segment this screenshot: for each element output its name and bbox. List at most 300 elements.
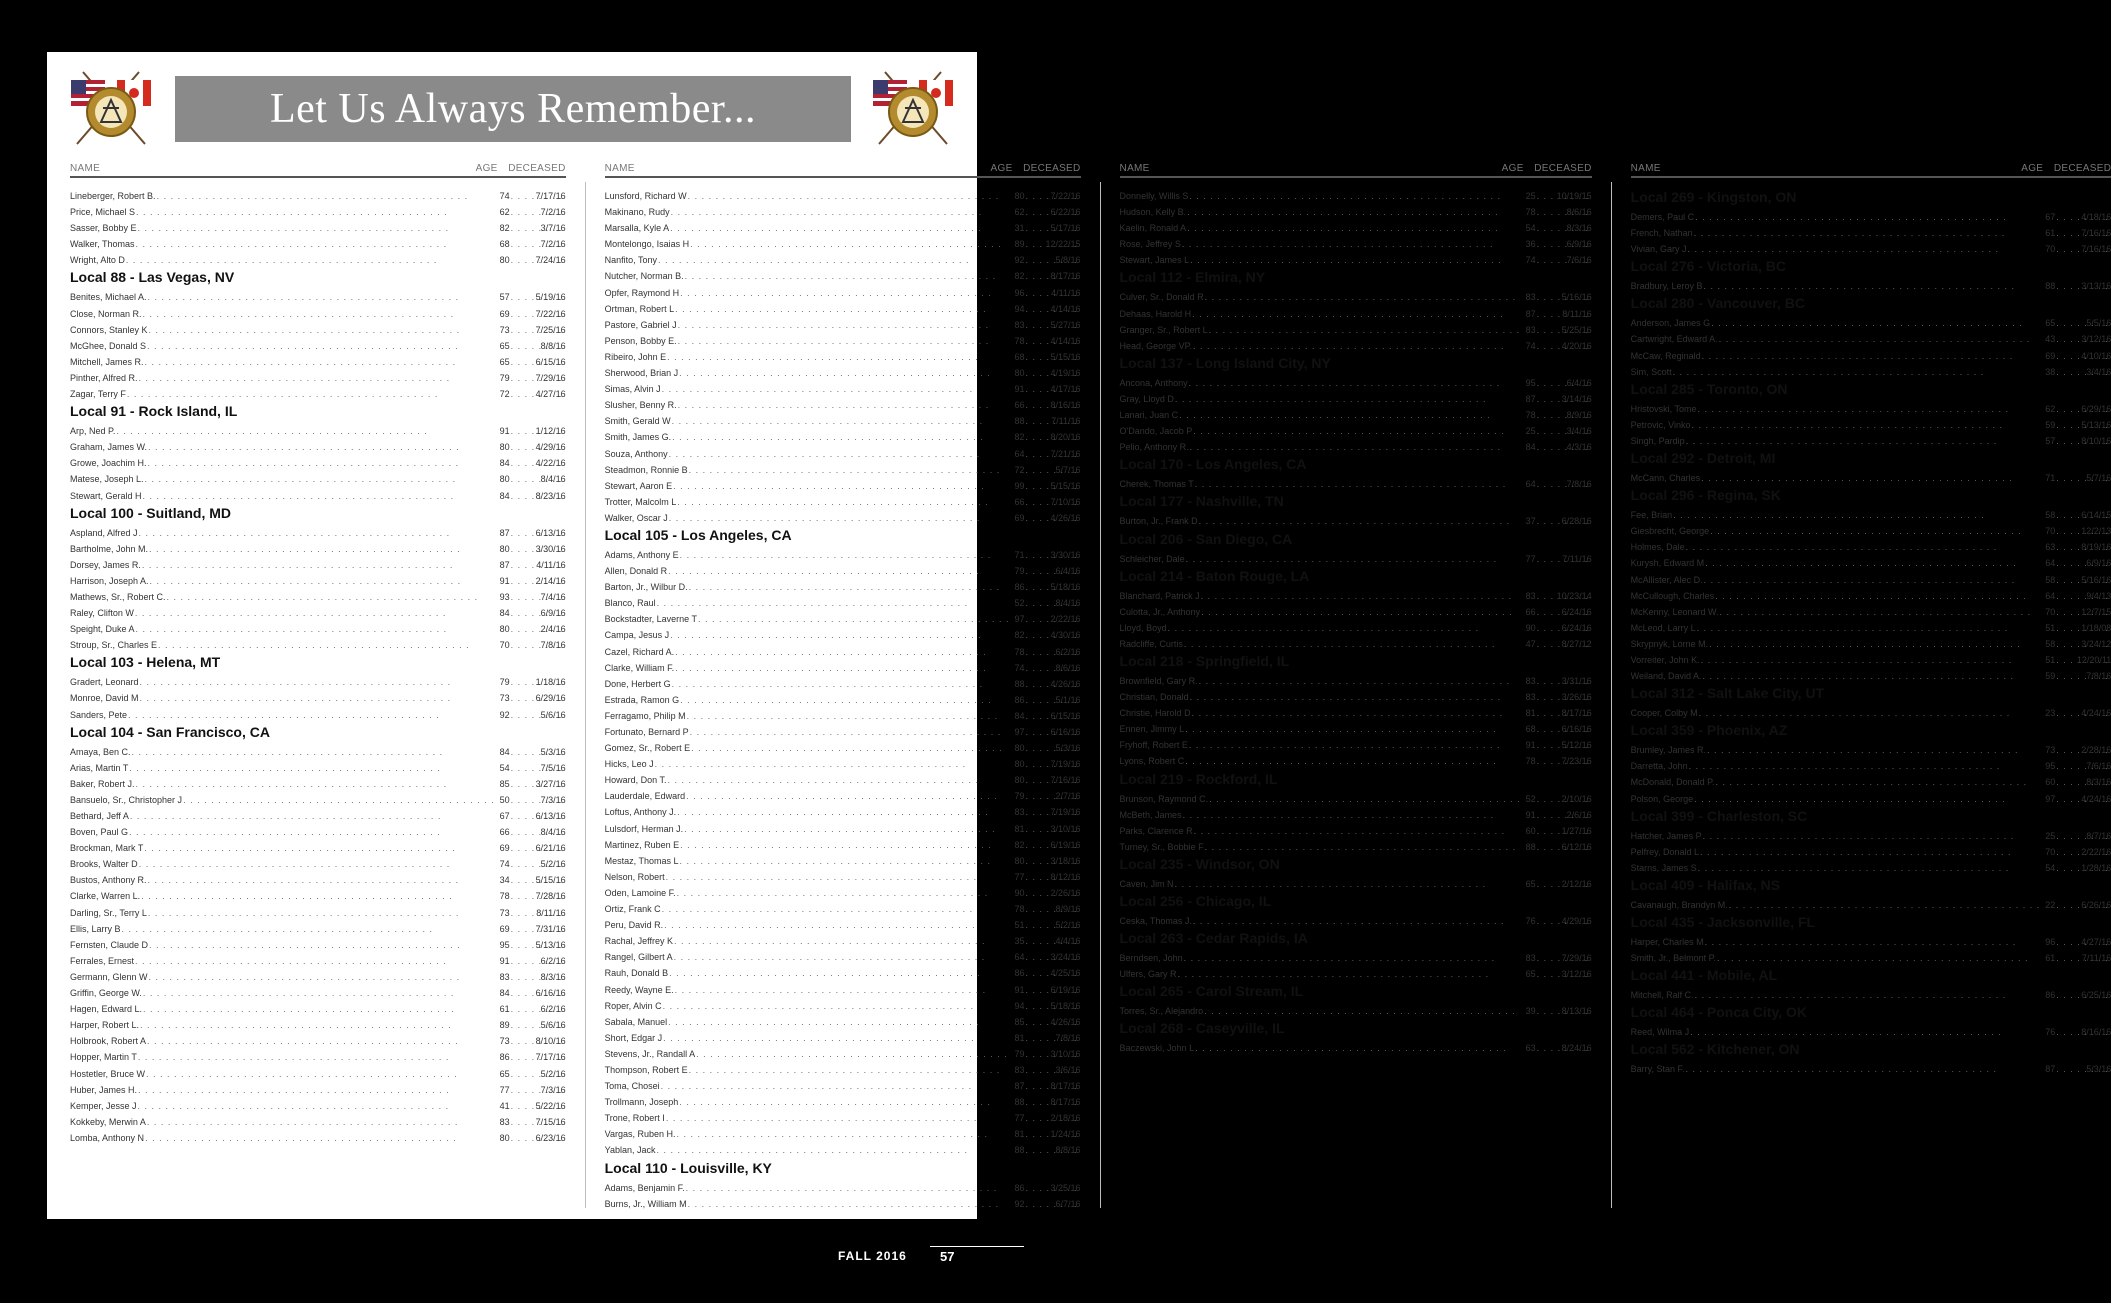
entry-name: Loftus, Anthony J. [604,807,677,818]
memorial-entry [1120,188,1592,204]
entry-deceased: 6/13/16 [535,527,566,538]
entry-age: 81 [1014,1032,1025,1043]
dot-leader [1537,220,1553,236]
dot-leader [1537,636,1553,652]
dot-leader [2056,1061,2072,1077]
entry-name: Donnelly, Willis S [1119,191,1189,201]
entry-deceased: 8/17/16 [1050,271,1081,282]
entry-name: Demers, Paul C [1630,212,1695,222]
entry-name: Marsalla, Kyle A [604,223,670,234]
entry-name: Estrada, Ramon G [604,694,680,705]
entry-name: Arias, Martin T [70,762,129,773]
dot-leader [1026,1062,1042,1078]
entry-deceased: 7/3/16 [540,1084,566,1095]
entry-age: 74 [1014,662,1025,673]
dot-leader [1190,689,1521,705]
dot-leader [2056,950,2072,966]
memorial-entry [605,933,1081,949]
entry-name: Stewart, Aaron E [604,480,673,491]
entry-deceased: 3/18/16 [1050,855,1081,866]
entry-age: 83 [1014,319,1025,330]
dot-leader [1717,950,2040,966]
entry-deceased: 6/9/16 [540,608,566,619]
dot-leader [511,808,527,824]
entry-age: 66 [1014,400,1025,411]
memorial-entry [70,488,566,504]
memorial-entry [1120,636,1592,652]
memorial-entry [1631,934,2111,950]
entry-age: 86 [1014,968,1025,979]
dot-leader [2056,278,2072,294]
dot-leader [511,220,527,236]
entry-name: Toma, Chosei [604,1081,660,1092]
entry-age: 80 [1014,759,1025,770]
dot-leader [1185,753,1520,769]
local-title: Local 103 - Helena, MT [70,654,221,671]
entry-deceased: 12/22/15 [1045,239,1081,250]
local-title: Local 170 - Los Angeles, CA [1119,456,1307,473]
dot-leader [1537,423,1553,439]
dot-leader [673,478,1009,494]
local-title: Local 292 - Detroit, MI [1630,450,1776,467]
dot-leader [2056,636,2072,652]
memorial-entry [70,370,566,386]
entry-deceased: 4/22/16 [535,458,566,469]
memorial-entry [605,660,1081,676]
entry-deceased: 5/18/16 [1050,582,1081,593]
header-deceased: DECEASED [1534,162,1592,174]
entry-age: 87 [1525,308,1536,319]
entry-age: 60 [2045,777,2056,788]
entry-deceased: 5/2/16 [540,1068,566,1079]
dot-leader [1026,611,1042,627]
entry-deceased: 1/27/16 [1561,825,1592,836]
dot-leader [1175,876,1521,892]
column-header [1120,160,1592,178]
header-name: NAME [1119,162,1150,174]
memorial-entry [70,423,566,439]
dot-leader [143,306,495,322]
entry-deceased: 3/27/16 [535,778,566,789]
dot-leader [128,707,495,723]
entry-deceased: 3/24/12 [2081,638,2111,649]
header-name: NAME [604,162,635,174]
memorial-entry [1631,209,2111,225]
dot-leader [1026,413,1042,429]
entry-name: Torres, Sr., Alejandro [1119,1006,1204,1017]
memorial-entry [605,676,1081,692]
memorial-entry [605,365,1081,381]
entry-deceased: 5/2/16 [540,859,566,870]
entry-deceased: 7/6/16 [1566,255,1592,266]
memorial-entry [605,692,1081,708]
local-section [1120,188,1592,268]
entry-deceased: 12/2/13 [2081,526,2111,537]
entry-deceased: 2/22/16 [2081,846,2111,857]
dot-leader [2056,417,2072,433]
entry-name: Vorreiter, John K. [1630,654,1700,665]
entry-age: 60 [1525,825,1536,836]
dot-leader [1026,478,1042,494]
dot-leader [511,1049,527,1065]
entry-deceased: 5/6/16 [540,709,566,720]
entry-deceased: 12/7/15 [2081,606,2111,617]
entry-deceased: 3/6/16 [1055,1064,1081,1075]
memorial-entry [70,637,566,653]
entry-name: Skrypnyk, Lorne M. [1630,638,1709,649]
dot-leader [680,692,1009,708]
dot-leader [675,660,1009,676]
entry-age: 80 [1014,855,1025,866]
entry-name: Graham, James W. [70,442,148,453]
entry-deceased: 9/4/13 [2086,590,2111,601]
dot-leader [1026,821,1042,837]
dot-leader [1026,510,1042,526]
dot-leader [511,707,527,723]
memorial-entry [70,289,566,305]
entry-deceased: 7/24/16 [535,255,566,266]
memorial-entry [605,462,1081,478]
local-title: Local 399 - Charleston, SC [1630,807,1808,824]
dot-leader [1537,721,1553,737]
entry-age: 83 [1525,675,1536,686]
dot-leader [1537,913,1553,929]
entry-age: 84 [499,458,510,469]
entry-deceased: 6/19/16 [1050,984,1081,995]
dot-leader [1537,876,1553,892]
local-section [1631,486,2111,684]
entry-age: 99 [1014,480,1025,491]
entry-age: 95 [1525,377,1536,388]
dot-leader [669,510,1010,526]
dot-leader [143,488,495,504]
entry-age: 74 [1525,255,1536,266]
dot-leader [677,494,1009,510]
memorial-entry [605,429,1081,445]
dot-leader [1175,391,1521,407]
header-name: NAME [70,162,101,174]
memorial-entry [1120,252,1592,268]
dot-leader [1537,689,1553,705]
entry-deceased: 6/19/16 [1050,839,1081,850]
entry-name: Bustos, Anthony R. [70,875,147,886]
header-age: AGE [2021,162,2044,174]
entry-age: 68 [499,239,510,250]
local-section [1120,567,1592,652]
entry-age: 25 [2045,830,2056,841]
entry-age: 79 [1014,791,1025,802]
dot-leader [662,381,1010,397]
dot-leader [1537,705,1553,721]
entry-deceased: 7/5/16 [540,762,566,773]
entry-name: Hatcher, James P [1630,830,1702,841]
dot-leader [149,541,495,557]
dot-leader [1204,1003,1521,1019]
entry-name: Lloyd, Boyd [1119,622,1167,633]
entry-age: 74 [1525,340,1536,351]
dot-leader [148,439,495,455]
memorial-entry [1120,391,1592,407]
dot-leader [2056,934,2072,950]
local-title: Local 435 - Jacksonville, FL [1630,914,1816,930]
dot-leader [1705,555,2040,571]
memorial-entry [605,188,1081,204]
entry-name: Bockstadter, Laverne T [604,614,697,625]
memorial-entry [1120,620,1592,636]
dot-leader [511,354,527,370]
entry-name: Lauderdale, Edward [604,791,686,802]
dot-leader [122,921,495,937]
local-title: Local 268 - Caseyville, IL [1119,1020,1285,1037]
memorial-entry [605,547,1081,563]
entry-age: 57 [2045,435,2056,446]
entry-deceased: 5/16/16 [2081,574,2111,585]
entry-name: Walker, Thomas [70,239,135,250]
memorial-entry [1631,417,2111,433]
dot-leader [1697,620,2041,636]
dot-leader [1026,998,1042,1014]
memorial-entry [70,760,566,776]
entry-name: O'Dando, Jacob P [1119,426,1193,437]
entry-deceased: 4/17/16 [1050,384,1081,395]
entry-age: 70 [2045,526,2056,537]
dot-leader [1026,917,1042,933]
dot-leader [511,1130,527,1146]
entry-age: 77 [1014,871,1025,882]
dot-leader [511,888,527,904]
memorial-entry [70,856,566,872]
memorial-entry [605,901,1081,917]
local-section [1120,652,1592,770]
entry-deceased: 8/13/16 [1561,1006,1592,1017]
dot-leader [130,808,495,824]
memorial-entry [1120,338,1592,354]
entry-name: Souza, Anthony [604,448,668,459]
entry-age: 63 [2045,542,2056,553]
entry-name: Turney, Sr., Bobbie F [1119,841,1204,852]
entry-name: Slusher, Benny R. [604,400,677,411]
dot-leader [1026,462,1042,478]
memorial-entry [70,808,566,824]
entry-deceased: 5/25/16 [1561,324,1592,335]
dot-leader [1026,756,1042,772]
dot-leader [1026,285,1042,301]
dot-leader [656,1142,1009,1158]
dot-leader [1026,494,1042,510]
dot-leader [1537,407,1553,423]
entry-age: 34 [499,875,510,886]
memorial-entry [1631,315,2111,331]
dot-leader [1537,513,1553,529]
entry-age: 58 [2045,510,2056,521]
entry-name: Stewart, James L [1119,255,1190,266]
entry-age: 85 [1014,1016,1025,1027]
entry-name: Griffin, George W. [70,988,142,999]
dot-leader [511,690,527,706]
local-section [605,188,1081,526]
entry-deceased: 8/7/16 [2086,830,2111,841]
memorial-entry [605,611,1081,627]
dot-leader [678,397,1010,413]
dot-leader [686,1180,1010,1196]
local-title: Local 137 - Long Island City, NY [1119,354,1331,371]
entry-age: 65 [2045,318,2056,329]
dot-leader [1026,1142,1042,1158]
dot-leader [657,595,1010,611]
local-title: Local 464 - Ponca City, OK [1630,1004,1807,1021]
entry-age: 89 [499,1020,510,1031]
dot-leader [511,1082,527,1098]
memorial-entry [70,471,566,487]
entry-name: Darretta, John [1630,761,1688,772]
dot-leader [511,840,527,856]
entry-age: 82 [1014,432,1025,443]
memorial-entry [1631,620,2111,636]
memorial-columns [70,160,2111,1210]
entry-age: 80 [499,474,510,485]
entry-deceased: 3/12/16 [1561,969,1592,980]
entry-deceased: 6/7/16 [1055,1198,1081,1209]
memorial-entry [1631,523,2111,539]
entry-name: Cooper, Colby M [1630,708,1698,719]
entry-age: 65 [1525,878,1536,889]
dot-leader [1710,523,2040,539]
entry-age: 87 [499,559,510,570]
entry-age: 35 [1014,936,1025,947]
entry-name: Fernsten, Claude D [70,939,149,950]
entry-age: 41 [499,1100,510,1111]
entry-name: McGhee, Donald S [70,340,147,351]
dot-leader [1026,982,1042,998]
dot-leader [135,605,495,621]
dot-leader [1209,322,1521,338]
dot-leader [1537,551,1553,567]
entry-name: Holmes, Dale [1630,542,1685,553]
entry-deceased: 1/24/16 [1050,1129,1081,1140]
dot-leader [511,589,527,605]
entry-deceased: 4/10/16 [2081,350,2111,361]
entry-deceased: 6/24/16 [1561,622,1592,633]
memorial-entry [1120,1040,1592,1056]
dot-leader [2056,758,2072,774]
local-title: Local 312 - Salt Lake City, UT [1630,685,1825,702]
entry-deceased: 4/20/16 [1561,340,1592,351]
entry-name: Burns, Jr., William M [604,1198,687,1209]
memorial-entry [1631,860,2111,876]
entry-deceased: 6/29/16 [2081,403,2111,414]
dot-leader [2056,791,2072,807]
entry-age: 84 [499,746,510,757]
entry-age: 54 [499,762,510,773]
dot-leader [511,985,527,1001]
dot-leader [149,937,495,953]
dot-leader [698,611,1010,627]
entry-name: Vargas, Ruben H. [604,1129,676,1140]
dot-leader [1187,220,1521,236]
entry-name: Baker, Robert J. [70,778,135,789]
dot-leader [167,589,495,605]
entry-name: Peru, David R. [604,920,664,931]
dot-leader [675,301,1009,317]
entry-age: 97 [1014,727,1025,737]
entry-deceased: 6/4/16 [1055,566,1081,577]
dot-leader [1185,721,1521,737]
entry-deceased: 1/18/16 [535,677,566,688]
entry-deceased: 7/25/16 [535,324,566,335]
entry-age: 50 [499,794,510,805]
entry-deceased: 6/2/16 [540,955,566,966]
entry-name: Clarke, William F. [604,662,675,673]
dot-leader [1178,966,1521,982]
entry-deceased: 5/15/16 [535,875,566,886]
entry-deceased: 8/23/16 [535,490,566,501]
entry-deceased: 5/17/16 [1050,223,1081,234]
dot-leader [1026,869,1042,885]
entry-deceased: 5/19/16 [535,292,566,303]
local-title: Local 269 - Kingston, ON [1630,189,1797,205]
header-deceased: DECEASED [508,162,566,174]
memorial-entry [70,252,566,268]
entry-age: 59 [2045,419,2056,430]
dot-leader [2056,315,2072,331]
entry-deceased: 10/23/14 [1556,590,1592,601]
entry-age: 83 [1525,292,1536,303]
entry-deceased: 4/24/16 [2081,708,2111,719]
dot-leader [511,541,527,557]
entry-age: 80 [1014,743,1025,754]
entry-age: 94 [1014,303,1025,314]
dot-leader [129,824,495,840]
memorial-entry [70,1033,566,1049]
entry-age: 82 [1014,630,1025,641]
dot-leader [1026,788,1042,804]
memorial-entry [70,744,566,760]
entry-name: Martinez, Ruben E [604,839,680,850]
dot-leader [511,637,527,653]
entry-age: 83 [1525,590,1536,601]
memorial-entry [70,776,566,792]
entry-age: 81 [1014,1129,1025,1140]
local-section [605,526,1081,1159]
entry-deceased: 4/14/16 [1050,335,1081,346]
entry-age: 78 [1525,207,1536,218]
memorial-entry [1120,407,1592,423]
column-header [605,160,1081,178]
dot-leader [140,690,495,706]
memorial-entry [605,478,1081,494]
entry-deceased: 6/9/16 [1566,239,1592,250]
dot-leader [1205,839,1521,855]
local-section [1120,530,1592,567]
entry-deceased: 2/12/16 [1561,878,1592,889]
entry-age: 78 [1014,904,1025,915]
entry-name: Ulfers, Gary R [1119,969,1177,980]
entry-deceased: 7/15/16 [535,1116,566,1127]
memorial-entry [605,446,1081,462]
entry-deceased: 6/14/15 [2081,510,2111,521]
entry-name: McDonald, Donald P. [1630,777,1715,788]
dot-leader [1537,338,1553,354]
memorial-entry [605,982,1081,998]
entry-name: Pinther, Alfred R. [70,372,138,383]
dot-leader [1709,636,2040,652]
dot-leader [2056,401,2072,417]
dot-leader [671,204,1010,220]
entry-name: Baczewski, John L [1119,1043,1195,1054]
dot-leader [1026,644,1042,660]
entry-deceased: 8/17/16 [1050,1081,1081,1092]
memorial-entry [70,824,566,840]
